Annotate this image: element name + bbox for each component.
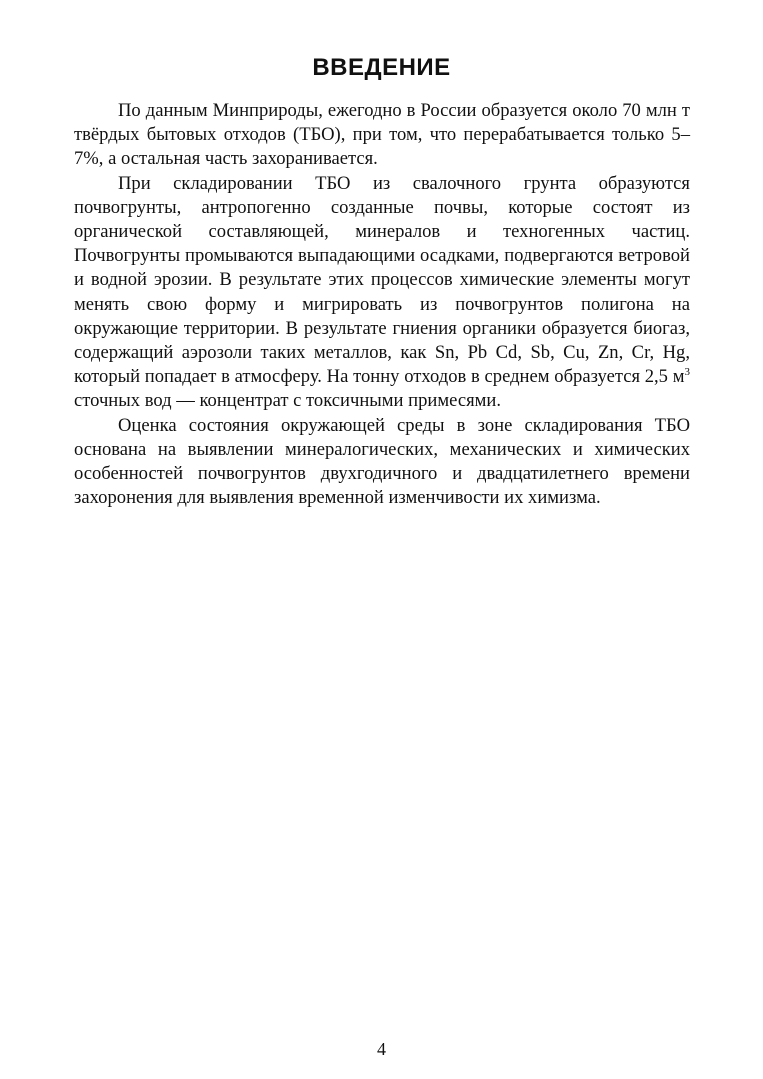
paragraph-2 xyxy=(74,172,690,414)
paragraph-3: Оценка состояния окружающей среды в зоне складирования ТБО основана на выявлении минералогических, механических и химических особенностей почвогрунтов двухгодичного и двадцатилетнего времени захоронения для выявления временной изменчивости их химизма. xyxy=(74,414,690,509)
paragraph-2-end: сточных вод — концентрат с токсичными примесями. xyxy=(74,390,502,412)
page-title: ВВЕДЕНИЕ xyxy=(312,54,451,81)
paragraph-1: По данным Минприроды, ежегодно в России образуется около 70 млн т твёрдых бытовых отходов (ТБО), при том, что перерабатывается только 5–7%, а остальная часть захоранивается. xyxy=(74,100,690,170)
body-text xyxy=(74,99,690,510)
superscript-cubic: 3 xyxy=(684,366,690,379)
page-number: 4 xyxy=(377,1039,386,1059)
paragraph-2-text: При складировании ТБО из свалочного грунта образуются почвогрунты, антропогенно созданные почвы, которые состоят из органической составляющей, минералов и техногенных частиц. Почвогрунты промываются выпадающими осадками, подвергаются ветровой и водной эрозии. В результате этих процессов химические элементы могут менять свою форму и мигрировать из почвогрунтов полигона на окружающие территории. В результате гниения органики образуется биогаз, содержащий аэрозоли таких металлов, как Sn, Pb Cd, Sb, Cu, Zn, Cr, Hg, который попадает в атмосферу. На тонну отходов в среднем образуется 2,5 м xyxy=(74,172,690,388)
